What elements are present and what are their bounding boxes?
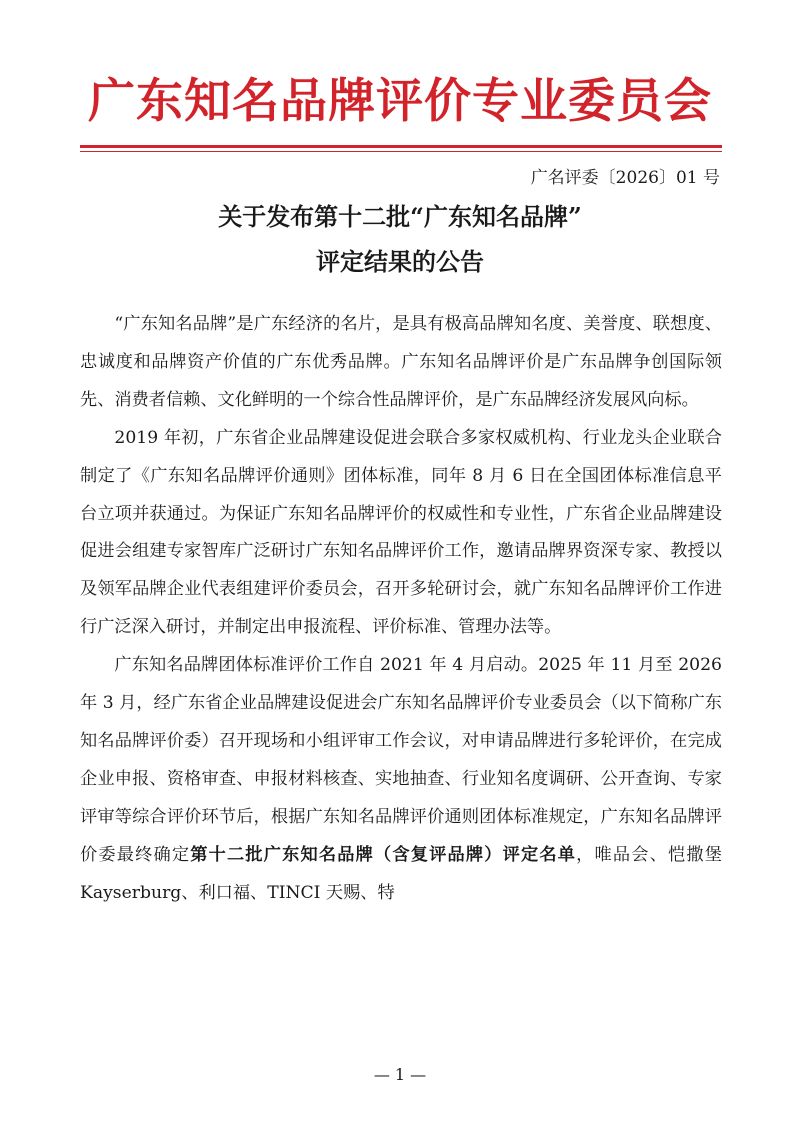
- paragraph-intro: “广东知名品牌”是广东经济的名片，是具有极高品牌知名度、美誉度、联想度、忠诚度和品牌资产价值的广东优秀品牌。广东知名品牌评价是广东品牌争创国际领先、消费者信赖、文化鲜明的一个综合性品牌评价，是广东品牌经济发展风向标。: [80, 314, 722, 410]
- announcement-title-line-2: 评定结果的公告: [316, 247, 484, 276]
- paragraph-results-text: 广东知名品牌团体标准评价工作自 2021 年 4 月启动。2025 年 11 月至 2026 年 3 月，经广东省企业品牌建设促进会广东知名品牌评价专业委员会（以下简称广东知名品牌评价委）召开现场和小组评审工作会议，对申请品牌进行多轮评价，在完成企业申报、资格审查、申报材料核查、实地抽查、行业知名度调研、公开查询、专家评审等综合评价环节后，根据广东知名品牌评价通则团体标准规定，广东知名品牌评价委最终确定: [80, 655, 722, 865]
- page-number: — 1 —: [373, 1065, 427, 1084]
- paragraph-results: [80, 647, 722, 912]
- paragraph-results-highlight: 第十二批广东知名品牌（含复评品牌）评定名单: [190, 844, 577, 865]
- paragraph-background: 2019 年初，广东省企业品牌建设促进会联合多家权威机构、行业龙头企业联合制定了《广东知名品牌评价通则》团体标准，同年 8 月 6 日在全国团体标准信息平台立项并获通过。为保证广东知名品牌评价的权威性和专业性，广东省企业品牌建设促进会组建专家智库广泛研讨广东知名品牌评价工作，邀请品牌界资深专家、教授以及领军品牌企业代表组建评价委员会，召开多轮研讨会，就广东知名品牌评价工作进行广泛深入研讨，并制定出申报流程、评价标准、管理办法等。: [80, 427, 722, 638]
- organization-title: 广东知名品牌评价专业委员会: [88, 74, 712, 129]
- red-divider-thick: [80, 145, 722, 148]
- announcement-body: [80, 306, 722, 913]
- red-divider-thin: [80, 151, 722, 152]
- document-number: 广名评委〔2026〕01 号: [530, 168, 720, 188]
- paragraph-results-brands: ，唯品会、恺撒堡 Kayserburg、利口福、TINCI 天赐、特: [80, 844, 722, 903]
- announcement-title-line-1: 关于发布第十二批“广东知名品牌”: [218, 202, 582, 231]
